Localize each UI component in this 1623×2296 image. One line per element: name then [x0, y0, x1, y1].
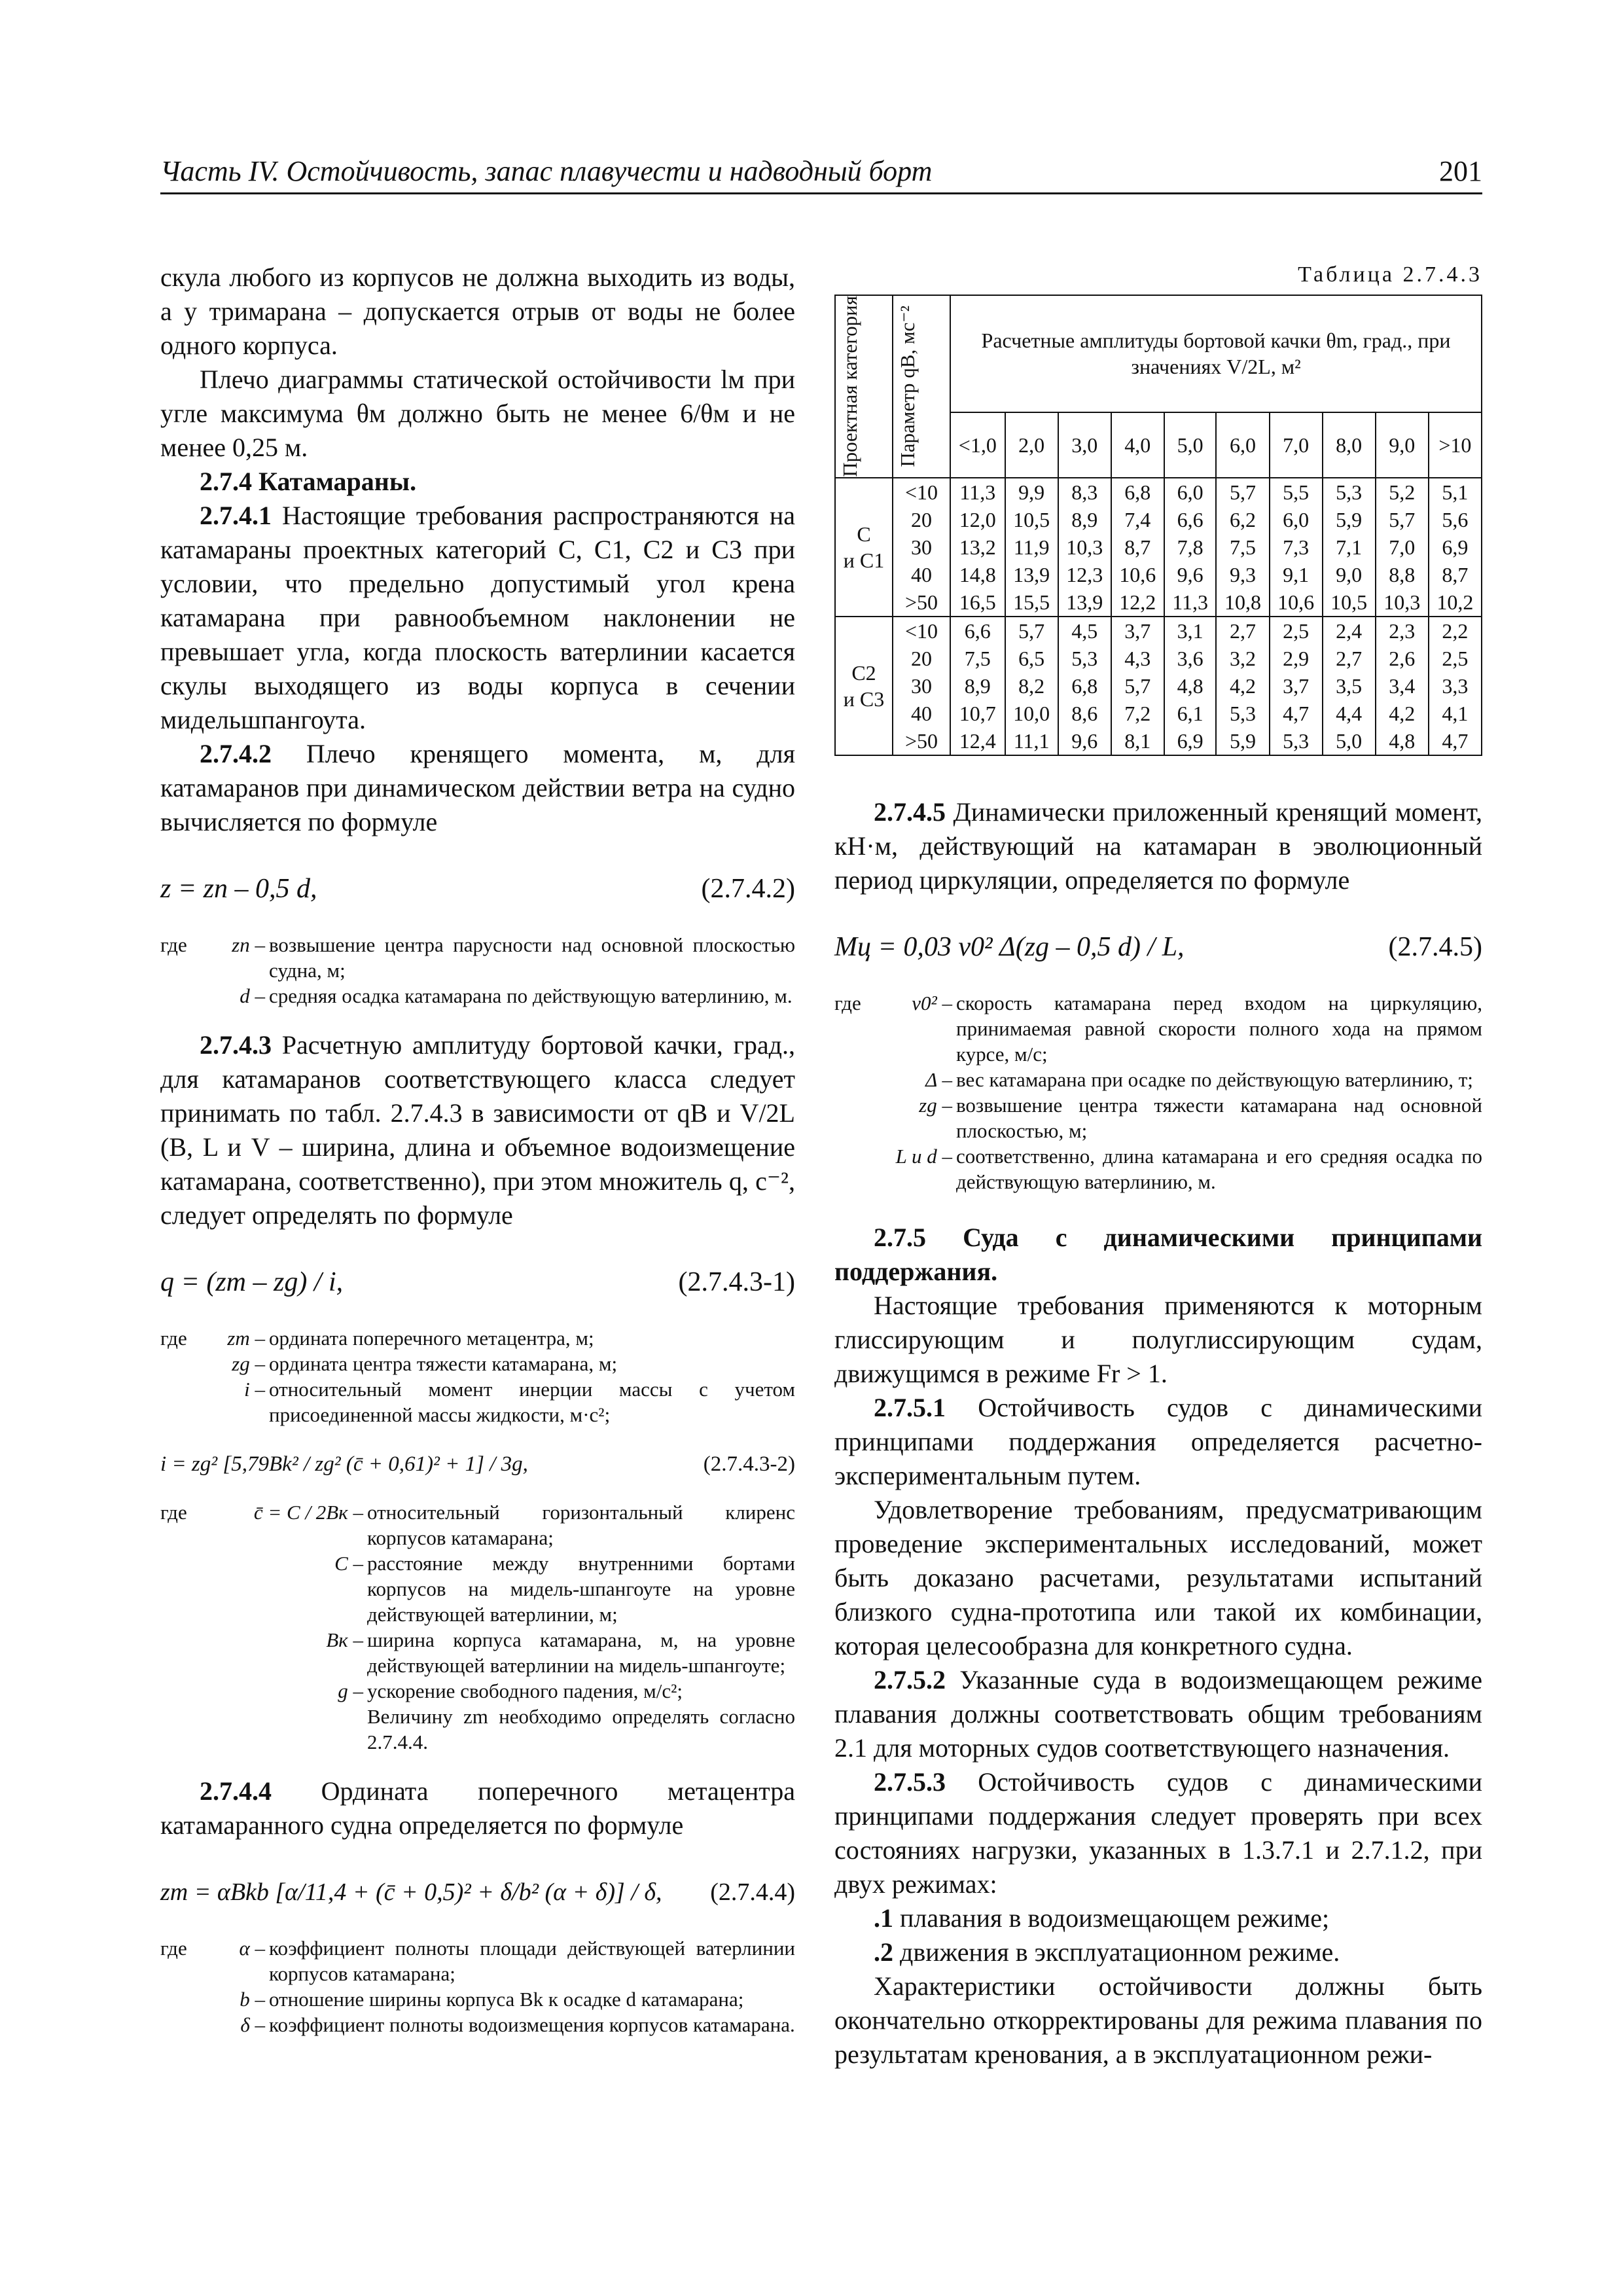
legend-symbol: C –: [334, 1552, 363, 1575]
clause-number: 2.7.4.3: [200, 1030, 272, 1060]
paragraph-2-7-4-5: [834, 795, 1482, 897]
formula-2-7-4-2: [160, 872, 795, 906]
legend-text: коэффициент полноты водоизмещения корпусов катамарана.: [269, 2013, 795, 2036]
list-item-text: плавания в водоизмещающем режиме;: [893, 1903, 1330, 1933]
legend-symbol: zm –: [227, 1327, 265, 1350]
table-cell-values: 2,5 2,9 3,7 4,7 5,3: [1270, 617, 1323, 755]
paragraph-2-7-5-2: [834, 1663, 1482, 1765]
table-cell-values: 2,7 3,2 4,2 5,3 5,9: [1216, 617, 1269, 755]
table-cell-category: С и С1: [835, 478, 893, 617]
legend-text: отношение ширины корпуса Bk к осадке d катамарана;: [269, 1988, 744, 2011]
legend-symbol: d –: [240, 984, 265, 1007]
legend-entry: [834, 1092, 1482, 1143]
legend-text: возвышение центра парусности над основной плоскостью судна, м;: [269, 933, 795, 982]
paragraph-last: Характеристики остойчивости должны быть окончательно откорректированы для режима плавания по результатам кренования, а в эксплуатационном режи-: [834, 1971, 1482, 2069]
heading-2-7-5: 2.7.5 Суда с динамическими принципами поддержания.: [834, 1222, 1482, 1286]
clause-text: Расчетную амплитуду бортовой качки, град., для катамаранов соответствующего класса следует принимать по табл. 2.7.4.3 в зависимости от qB и V/2L (B, L и V – ширина, длина и объемное водоизмещение катамарана, соответственно), при этом множитель q, c⁻², следует определять по формуле: [160, 1030, 795, 1230]
table-cell-params: <10 20 30 40 >50: [893, 478, 950, 617]
legend-entry: [160, 983, 795, 1009]
roll-amplitude-table: [834, 295, 1482, 756]
table-column-header: 6,0: [1216, 412, 1269, 478]
legend-symbol: α –: [239, 1937, 265, 1960]
legend-symbol: Bк –: [326, 1628, 363, 1651]
legend-symbol: c̄ = C / 2Bк –: [253, 1501, 363, 1524]
legend-text: средняя осадка катамарана по действующую ватерлинию, м.: [269, 984, 793, 1007]
legend-where: [160, 1551, 206, 1627]
clause-number: 2.7.4.1: [200, 501, 272, 530]
formula-2-7-4-4: [160, 1875, 795, 1909]
table-column-header: 8,0: [1323, 412, 1376, 478]
legend-entry: [160, 1627, 795, 1678]
table-header-param: Параметр qB, мс⁻²: [893, 295, 950, 478]
legend-symbol: b –: [240, 1988, 265, 2011]
legend-text: возвышение центра тяжести катамарана над основной плоскостью, м;: [956, 1093, 1482, 1142]
header-title: Часть IV. Остойчивость, запас плавучести и надводный борт: [160, 155, 933, 187]
table-cell-values: 6,6 7,5 8,9 10,7 12,4: [950, 617, 1005, 755]
formula-expression: z = zп – 0,5 d,: [160, 874, 317, 904]
legend-symbol: g –: [338, 1679, 363, 1702]
table-header-main: Расчетные амплитуды бортовой качки θm, град., при значениях V/2L, м²: [950, 295, 1482, 412]
legend-text: соответственно, длина катамарана и его средняя осадка по действующую ватерлинию, м.: [956, 1144, 1482, 1193]
table-header-category: Проектная категория: [835, 295, 893, 478]
formula-2-7-4-3-2: [160, 1447, 795, 1481]
legend-where: [160, 2012, 206, 2037]
legend-entry: [160, 932, 795, 983]
clause-text: Указанные суда в водоизмещающем режиме плавания должны соответствовать общим требованиям 2.1 для моторных судов соответствующего назначения.: [834, 1664, 1482, 1763]
table-row: [835, 478, 1482, 617]
clause-text: Настоящие требования распространяются на катамараны проектных категорий С, С1, С2 и С3 при условии, что предельно допустимый угол крена катамарана при равнообъемном наклонении не превышает угла, когда плоскость ватерлинии касается скулы выходящего из воды корпуса в сечении мидельшпангоута.: [160, 501, 795, 734]
table-column-header: 7,0: [1270, 412, 1323, 478]
table-cell-values: 11,3 12,0 13,2 14,8 16,5: [950, 478, 1005, 617]
table-cell-values: 5,7 6,5 8,2 10,0 11,1: [1005, 617, 1058, 755]
table-column-header: 9,0: [1376, 412, 1429, 478]
clause-number: 2.7.5.3: [874, 1767, 946, 1797]
table-cell-values: 3,7 4,3 5,7 7,2 8,1: [1111, 617, 1164, 755]
legend-text: коэффициент полноты площади действующей ватерлинии корпусов катамарана;: [269, 1937, 795, 1985]
legend-entry: [160, 1704, 795, 1755]
table-cell-values: 5,5 6,0 7,3 9,1 10,6: [1270, 478, 1323, 617]
list-item-1: [834, 1901, 1482, 1935]
legend-where: где: [160, 1937, 187, 1960]
table-cell-values: 5,7 6,2 7,5 9,3 10,8: [1216, 478, 1269, 617]
formula-number: (2.7.4.2): [701, 874, 795, 904]
paragraph-2-7-4-1: [160, 499, 795, 737]
table-column-header: 2,0: [1005, 412, 1058, 478]
clause-number: 2.7.4.5: [874, 797, 946, 827]
table-cell-params: <10 20 30 40 >50: [893, 617, 950, 755]
page-number: 201: [1439, 155, 1482, 187]
formula-number: (2.7.4.3-1): [678, 1267, 795, 1297]
table-cell-values: 6,0 6,6 7,8 9,6 11,3: [1164, 478, 1217, 617]
legend-symbol: zg –: [232, 1352, 265, 1375]
legend-text: Величину zm необходимо определять согласно 2.7.4.4.: [367, 1705, 795, 1753]
list-item-number: .2: [874, 1937, 893, 1967]
legend-where: где: [834, 991, 861, 1014]
legend-text: ускорение свободного падения, м/с²;: [367, 1679, 683, 1702]
legend-entry: [834, 1143, 1482, 1194]
paragraph-static-stability: Плечо диаграммы статической остойчивости lм при угле максимума θм должно быть не менее 6/θм и не менее 0,25 м.: [160, 365, 795, 462]
clause-text: Остойчивость судов с динамическими принципами поддержания определяется расчетно-экспериментальным путем.: [834, 1392, 1482, 1490]
legend-where: [160, 1678, 206, 1704]
table-column-header: <1,0: [950, 412, 1005, 478]
table-column-header: >10: [1429, 412, 1482, 478]
legend-text: ширина корпуса катамарана, м, на уровне действующей ватерлинии на мидель-шпангоуте;: [367, 1628, 795, 1677]
legend-text: относительный горизонтальный клиренс корпусов катамарана;: [367, 1501, 795, 1549]
paragraph-2-7-5-1-b: Удовлетворение требованиям, предусматривающим проведение экспериментальных исследований, может быть доказано расчетами, результатами испытаний близкого судна-прототипа или такой их комбинации, которая целесообразна для конкретного судна.: [834, 1494, 1482, 1660]
legend-where: [160, 1986, 206, 2012]
legend-2-7-4-5: [834, 990, 1482, 1194]
legend-entry: [160, 1551, 795, 1627]
legend-entry: [160, 1351, 795, 1376]
formula-2-7-4-3-1: [160, 1265, 795, 1299]
list-item-number: .1: [874, 1903, 893, 1933]
legend-entry: [834, 990, 1482, 1067]
legend-where: [160, 1704, 206, 1755]
clause-text: Ордината поперечного метацентра катамаранного судна определяется по формуле: [160, 1776, 795, 1840]
legend-where: [834, 1067, 880, 1092]
table-cell-values: 5,1 5,6 6,9 8,7 10,2: [1429, 478, 1482, 617]
paragraph-2-7-4-4: [160, 1774, 795, 1842]
legend-symbol: v0² –: [912, 991, 952, 1014]
clause-number: 2.7.5.1: [874, 1392, 946, 1422]
legend-symbol: Δ –: [925, 1067, 952, 1091]
legend-text: скорость катамарана перед входом на циркуляцию, принимаемая равной скорости полного хода на прямом курсе, м/с;: [956, 991, 1482, 1066]
formula-expression: zm = αBkb [α/11,4 + (c̄ + 0,5)² + δ/b² (α + δ)] / δ,: [160, 1878, 662, 1906]
legend-2-7-4-2: [160, 932, 795, 1009]
paragraph-2-7-5-1: [834, 1391, 1482, 1493]
legend-entry: [160, 1376, 795, 1427]
table-cell-values: 2,3 2,6 3,4 4,2 4,8: [1376, 617, 1429, 755]
table-column-header: 3,0: [1058, 412, 1111, 478]
legend-entry: [160, 1986, 795, 2012]
legend-symbol: [206, 1704, 367, 1755]
clause-number: 2.7.4.2: [200, 739, 272, 768]
formula-expression: q = (zm – zg) / i,: [160, 1267, 344, 1297]
table-column-header: 4,0: [1111, 412, 1164, 478]
legend-text: ордината центра тяжести катамарана, м;: [269, 1352, 618, 1375]
paragraph-2-7-5: Настоящие требования применяются к моторным глиссирующим и полуглиссирующим судам, движущимся в режиме Fr > 1.: [834, 1290, 1482, 1388]
table-cell-category: С2 и С3: [835, 617, 893, 755]
left-column: [160, 260, 795, 2057]
clause-text: Остойчивость судов с динамическими принципами поддержания следует проверять при всех состояниях нагрузки, указанных в 1.3.7.1 и 2.7.1.2, при двух режимах:: [834, 1767, 1482, 1899]
table-cell-values: 8,3 8,9 10,3 12,3 13,9: [1058, 478, 1111, 617]
right-column: [834, 260, 1482, 2072]
legend-entry: [834, 1067, 1482, 1092]
table-row: [835, 617, 1482, 755]
clause-text: Плечо кренящего момента, м, для катамаранов при динамическом действии ветра на судно вычисляется по формуле: [160, 739, 795, 836]
legend-entry: [160, 1935, 795, 1986]
legend-entry: [160, 2012, 795, 2037]
legend-symbol: L и d –: [895, 1144, 952, 1168]
table-cell-values: 5,2 5,7 7,0 8,8 10,3: [1376, 478, 1429, 617]
formula-number: (2.7.4.4): [710, 1878, 795, 1906]
legend-where: [160, 1376, 206, 1427]
legend-text: вес катамарана при осадке по действующую ватерлинию, т;: [956, 1067, 1473, 1091]
legend-text: ордината поперечного метацентра, м;: [269, 1327, 594, 1350]
legend-where: где: [160, 1501, 187, 1524]
clause-number: 2.7.5.2: [874, 1664, 946, 1695]
legend-2-7-4-3-1: [160, 1325, 795, 1427]
formula-2-7-4-5: [834, 930, 1482, 964]
legend-text: относительный момент инерции массы с учетом присоединенной массы жидкости, м·с²;: [269, 1378, 795, 1426]
legend-symbol: δ –: [240, 2013, 265, 2036]
legend-entry: [160, 1325, 795, 1351]
formula-expression: i = zg² [5,79Bk² / zg² (c̄ + 0,61)² + 1] / 3g,: [160, 1452, 528, 1476]
heading-2-7-4: 2.7.4 Катамараны.: [200, 467, 417, 496]
legend-2-7-4-3-2: [160, 1499, 795, 1755]
paragraph-2-7-4-2: [160, 737, 795, 839]
legend-where: [160, 1627, 206, 1678]
legend-where: где: [160, 933, 187, 956]
list-item-text: движения в эксплуатационном режиме.: [893, 1937, 1340, 1967]
formula-number: (2.7.4.5): [1388, 931, 1482, 962]
legend-entry: [160, 1499, 795, 1551]
legend-2-7-4-4: [160, 1935, 795, 2037]
table-cell-values: 3,1 3,6 4,8 6,1 6,9: [1164, 617, 1217, 755]
table-caption: Таблица 2.7.4.3: [1298, 262, 1482, 287]
legend-where: где: [160, 1327, 187, 1350]
legend-where: [160, 983, 206, 1009]
formula-expression: Mц = 0,03 v0² Δ(zg – 0,5 d) / L,: [834, 931, 1185, 962]
table-cell-values: 4,5 5,3 6,8 8,6 9,6: [1058, 617, 1111, 755]
list-item-2: [834, 1935, 1482, 1969]
running-header: [160, 152, 1482, 194]
legend-symbol: zg –: [919, 1093, 952, 1117]
paragraph-2-7-4-3: [160, 1028, 795, 1232]
legend-symbol: zп –: [232, 933, 265, 956]
table-cell-values: 2,2 2,5 3,3 4,1 4,7: [1429, 617, 1482, 755]
legend-text: расстояние между внутренними бортами корпусов на мидель-шпангоуте на уровне действующей ватерлинии, м;: [367, 1552, 795, 1626]
formula-number: (2.7.4.3-2): [703, 1452, 795, 1476]
table-cell-values: 2,4 2,7 3,5 4,4 5,0: [1323, 617, 1376, 755]
paragraph-continuation: скула любого из корпусов не должна выходить из воды, а у тримарана – допускается отрыв от воды не более одного корпуса.: [160, 262, 795, 360]
clause-text: Динамически приложенный кренящий момент, кН·м, действующий на катамаран в эволюционный период циркуляции, определяется по формуле: [834, 797, 1482, 895]
legend-where: [834, 1143, 880, 1194]
legend-symbol: i –: [244, 1378, 265, 1401]
legend-where: [834, 1092, 880, 1143]
legend-where: [160, 1351, 206, 1376]
table-cell-values: 6,8 7,4 8,7 10,6 12,2: [1111, 478, 1164, 617]
paragraph-2-7-5-3: [834, 1765, 1482, 1901]
clause-number: 2.7.4.4: [200, 1776, 272, 1806]
table-cell-values: 9,9 10,5 11,9 13,9 15,5: [1005, 478, 1058, 617]
legend-entry: [160, 1678, 795, 1704]
table-cell-values: 5,3 5,9 7,1 9,0 10,5: [1323, 478, 1376, 617]
table-column-header: 5,0: [1164, 412, 1217, 478]
